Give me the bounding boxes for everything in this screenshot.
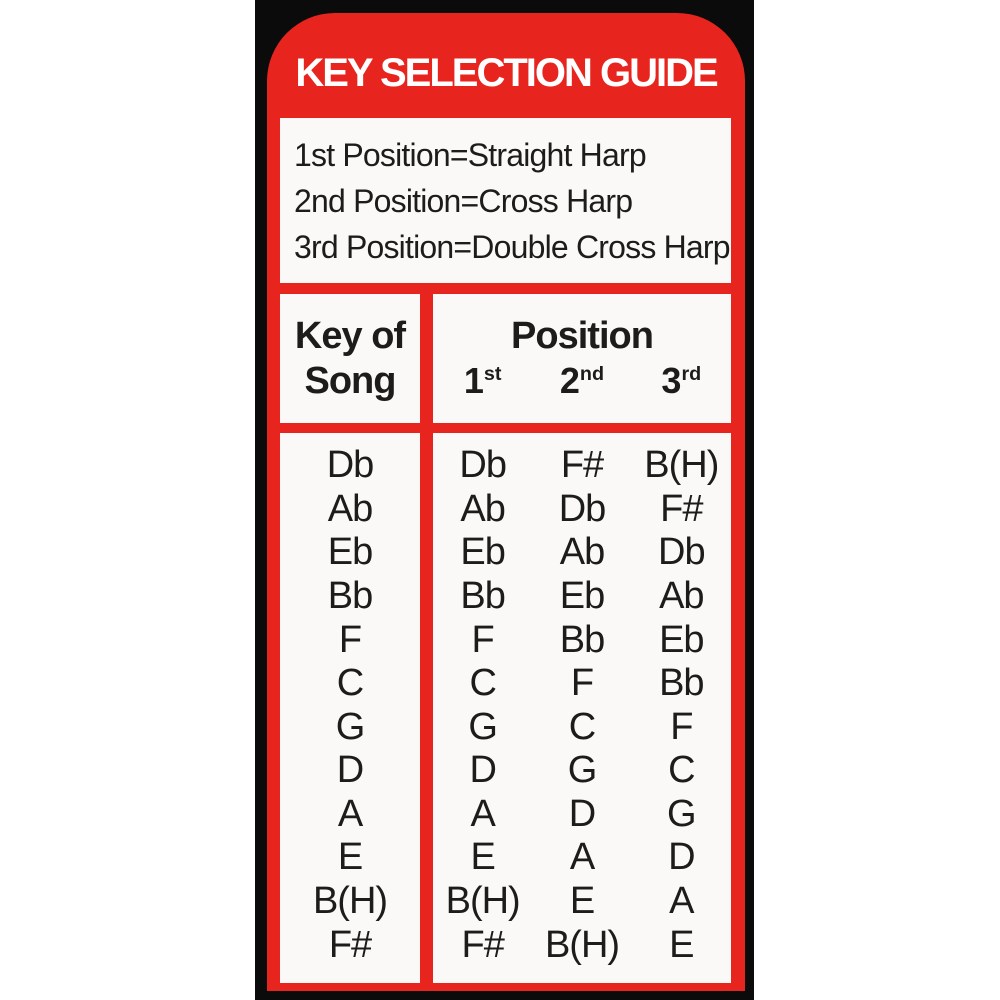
card-backing [255, 0, 754, 1000]
position-header-label: Position [511, 314, 653, 357]
position-key-value: Db [459, 444, 506, 487]
position-key-value: Eb [559, 575, 605, 618]
position-columns-panel [433, 433, 731, 983]
position-key-value: G [468, 705, 497, 748]
position-key-value: D [668, 836, 695, 879]
card-title: KEY SELECTION GUIDE [295, 51, 717, 95]
position-legend-panel [280, 118, 731, 283]
position-key-value: G [567, 749, 597, 792]
key-of-song-column [280, 433, 420, 983]
position-key-value: Db [558, 487, 606, 530]
position-key-value: Eb [659, 618, 704, 661]
position-key-value: Db [658, 531, 705, 574]
position-3rd-column [632, 433, 731, 983]
ordinal-3rd: 3rd [661, 359, 702, 401]
position-1st-column [433, 433, 532, 983]
key-of-song-header-cell [280, 294, 420, 423]
position-key-value: F [570, 662, 594, 705]
position-key-value: F# [660, 487, 703, 530]
key-of-song-value: C [336, 662, 364, 705]
position-key-value: C [668, 749, 695, 792]
key-of-song-value: G [335, 705, 365, 748]
position-key-value: B(H) [644, 444, 719, 487]
key-of-song-value: Bb [327, 575, 373, 618]
position-key-value: E [569, 880, 595, 923]
position-key-value: D [568, 792, 596, 835]
position-key-value: Ab [559, 531, 605, 574]
position-key-value: A [669, 880, 694, 923]
position-key-value: F# [560, 444, 604, 487]
key-of-song-value: Db [326, 444, 374, 487]
position-key-value: G [667, 792, 696, 835]
key-of-song-value: B(H) [312, 880, 388, 923]
position-key-value: F [670, 705, 693, 748]
position-ordinals-row [433, 358, 731, 404]
key-of-song-header-line1: Key of [294, 314, 406, 357]
key-of-song-value: F [338, 618, 362, 661]
position-key-value: C [469, 662, 496, 705]
position-2nd-column [532, 433, 631, 983]
position-key-value: Ab [460, 487, 505, 530]
legend-line-1st-position: 1st Position=Straight Harp [294, 136, 646, 173]
key-of-song-value: E [337, 836, 363, 879]
position-key-value: Ab [659, 575, 704, 618]
legend-line-2nd-position: 2nd Position=Cross Harp [294, 182, 633, 219]
position-key-value: B(H) [544, 923, 620, 966]
position-key-value: Bb [460, 575, 505, 618]
position-key-value: B(H) [445, 880, 520, 923]
ordinal-1st: 1st [463, 359, 502, 401]
key-of-song-value: A [337, 792, 363, 835]
position-key-value: D [469, 749, 496, 792]
position-key-value: F# [461, 923, 504, 966]
position-key-value: Bb [659, 662, 704, 705]
position-key-value: A [470, 792, 495, 835]
position-key-value: C [568, 705, 596, 748]
key-of-song-header-line2: Song [304, 359, 396, 402]
position-key-value: A [569, 836, 595, 879]
position-key-value: F [471, 618, 494, 661]
key-of-song-value: D [336, 749, 364, 792]
key-of-song-value: Ab [327, 487, 373, 530]
ordinal-2nd: 2nd [559, 359, 605, 401]
key-of-song-value: F# [328, 923, 372, 966]
position-header-cell [433, 294, 731, 423]
key-of-song-value: Eb [327, 531, 373, 574]
legend-line-3rd-position: 3rd Position=Double Cross Harp [294, 228, 730, 265]
position-key-value: Bb [559, 618, 605, 661]
key-of-song-column-panel [280, 433, 420, 983]
position-key-value: Eb [460, 531, 505, 574]
position-key-value: E [669, 923, 694, 966]
position-key-value: E [470, 836, 495, 879]
